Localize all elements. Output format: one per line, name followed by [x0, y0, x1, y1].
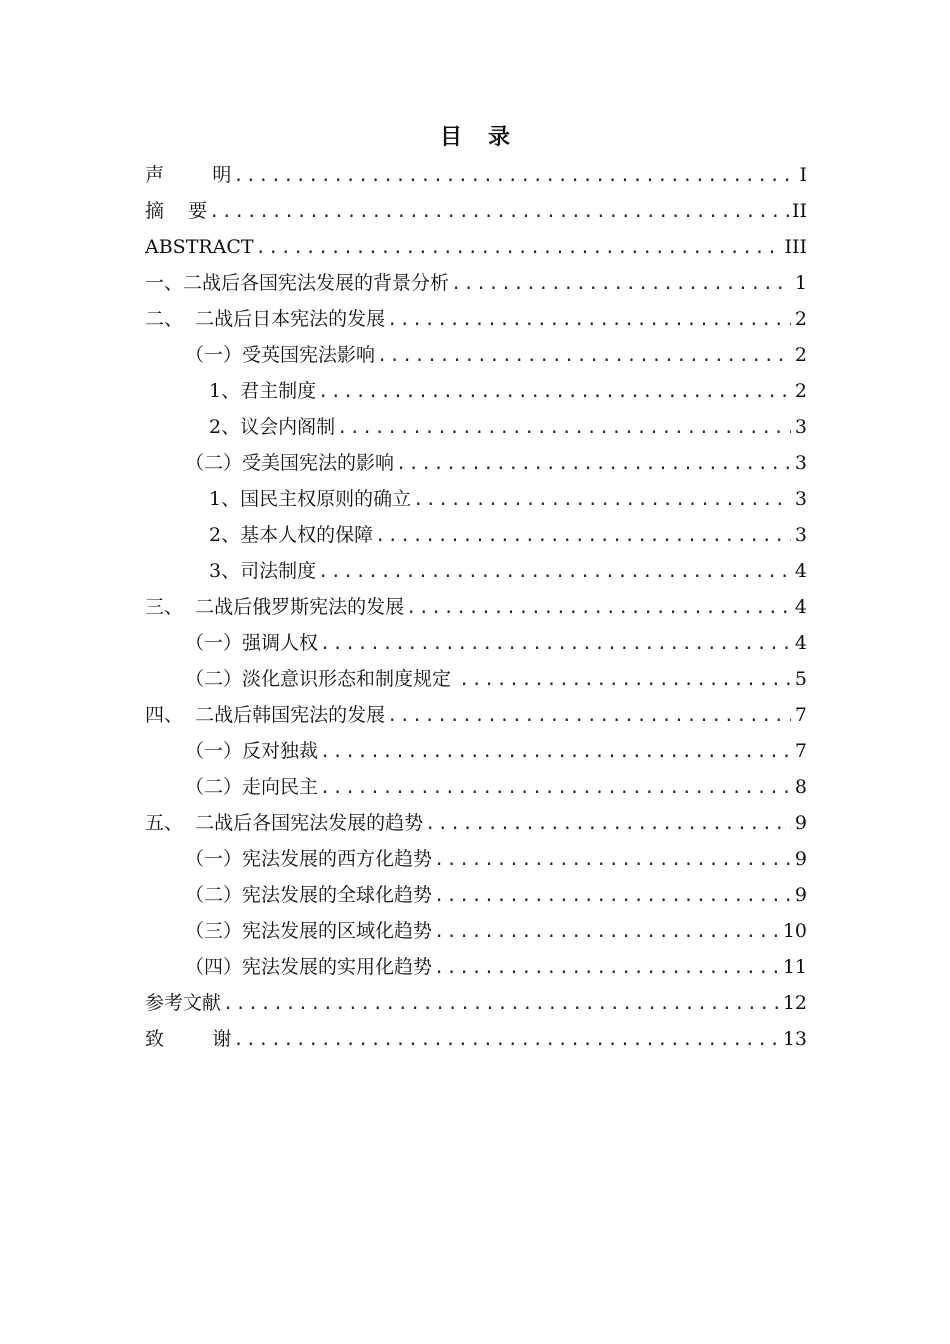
toc-entry[interactable] — [145, 229, 807, 265]
toc-leader-dots — [387, 302, 791, 338]
toc-entry[interactable] — [145, 157, 807, 193]
toc-leader-dots — [320, 734, 791, 770]
toc-entry-label: （二）淡化意识形态和制度规定 — [185, 668, 458, 690]
toc-entry[interactable] — [145, 877, 807, 913]
toc-entry-label: （一）反对独裁 — [185, 740, 319, 762]
toc-leader-dots — [233, 158, 791, 194]
toc-leader-dots — [233, 1022, 780, 1058]
toc-entry[interactable] — [145, 445, 807, 481]
toc-leader-dots — [320, 626, 791, 662]
toc-entry[interactable] — [145, 193, 807, 229]
toc-entry[interactable] — [145, 373, 807, 409]
toc-entry[interactable] — [145, 481, 807, 517]
toc-entry-page-number: 3 — [794, 416, 807, 438]
toc-title-char-1: 目 — [439, 125, 462, 150]
toc-leader-dots — [223, 986, 781, 1022]
toc-entry-page-number: 8 — [794, 776, 807, 798]
toc-entry-page-number: II — [791, 200, 807, 222]
toc-leader-dots — [377, 338, 791, 374]
toc-entry[interactable] — [145, 589, 807, 625]
toc-entry[interactable] — [145, 841, 807, 877]
toc-entry-label: 3、司法制度 — [209, 560, 317, 582]
toc-entry-label: 1、国民主权原则的确立 — [209, 488, 412, 510]
toc-entry[interactable] — [145, 337, 807, 373]
toc-entry-page-number: 2 — [794, 380, 807, 402]
toc-leader-dots — [209, 194, 790, 230]
toc-entry[interactable] — [145, 769, 807, 805]
toc-entry[interactable] — [145, 661, 807, 697]
toc-entry-label: ABSTRACT — [145, 236, 254, 258]
toc-entry-label: 1、君主制度 — [209, 380, 317, 402]
toc-entry-label: 二、 二战后日本宪法的发展 — [145, 308, 386, 330]
toc-entry[interactable] — [145, 409, 807, 445]
toc-entry-label: （四）宪法发展的实用化趋势 — [185, 956, 433, 978]
toc-entry-page-number: 1 — [794, 272, 807, 294]
toc-entry-label: （二）走向民主 — [185, 776, 319, 798]
toc-entry-label: 2、基本人权的保障 — [209, 524, 374, 546]
toc-leader-dots — [387, 698, 791, 734]
toc-leader-dots — [256, 230, 783, 266]
toc-entry-page-number: 11 — [782, 956, 807, 978]
toc-leader-dots — [396, 446, 791, 482]
toc-leader-dots — [318, 554, 791, 590]
toc-title — [0, 120, 950, 151]
toc-entry-label: （二）受美国宪法的影响 — [185, 452, 395, 474]
toc-entry[interactable] — [145, 517, 807, 553]
toc-entry-page-number: 4 — [794, 632, 807, 654]
toc-leader-dots — [459, 662, 791, 698]
toc-entry-page-number: 5 — [794, 668, 807, 690]
toc-entry-page-number: 10 — [782, 920, 807, 942]
toc-entry-label: （一）强调人权 — [185, 632, 319, 654]
toc-entry[interactable] — [145, 301, 807, 337]
toc-leader-dots — [318, 374, 791, 410]
toc-entry-label: 一、二战后各国宪法发展的背景分析 — [145, 272, 450, 294]
toc-entry-page-number: 2 — [794, 308, 807, 330]
toc-leader-dots — [451, 266, 791, 302]
toc-entry-label: 致 谢 — [145, 1028, 232, 1050]
toc-leader-dots — [434, 950, 781, 986]
toc-entry-page-number: III — [784, 236, 807, 258]
toc-entry-page-number: 9 — [794, 848, 807, 870]
toc-entry-label: （三）宪法发展的区域化趋势 — [185, 920, 433, 942]
toc-entry[interactable] — [145, 733, 807, 769]
toc-entry-page-number: 2 — [794, 344, 807, 366]
toc-entry-page-number: 3 — [794, 488, 807, 510]
toc-title-char-2: 录 — [488, 125, 511, 150]
toc-entry-page-number: 7 — [794, 740, 807, 762]
toc-leader-dots — [337, 410, 791, 446]
toc-entry-label: 参考文献 — [145, 992, 222, 1014]
toc-entry-page-number: 12 — [782, 992, 807, 1014]
toc-entry-label: 摘 要 — [145, 200, 208, 222]
toc-entry-page-number: 13 — [782, 1028, 807, 1050]
table-of-contents — [145, 157, 807, 1057]
toc-entry-page-number: 7 — [794, 704, 807, 726]
toc-entry[interactable] — [145, 805, 807, 841]
toc-entry-page-number: 4 — [794, 560, 807, 582]
toc-leader-dots — [413, 482, 791, 518]
toc-leader-dots — [434, 878, 791, 914]
toc-leader-dots — [434, 914, 781, 950]
toc-leader-dots — [375, 518, 791, 554]
toc-leader-dots — [320, 770, 791, 806]
toc-entry[interactable] — [145, 949, 807, 985]
toc-entry-label: （一）受英国宪法影响 — [185, 344, 376, 366]
toc-entry-page-number: 9 — [794, 884, 807, 906]
toc-entry-label: （一）宪法发展的西方化趋势 — [185, 848, 433, 870]
toc-entry-label: 2、议会内阁制 — [209, 416, 336, 438]
toc-entry-label: （二）宪法发展的全球化趋势 — [185, 884, 433, 906]
toc-entry[interactable] — [145, 265, 807, 301]
toc-entry-label: 声 明 — [145, 164, 232, 186]
toc-entry[interactable] — [145, 913, 807, 949]
toc-entry[interactable] — [145, 553, 807, 589]
toc-entry-page-number: 9 — [794, 812, 807, 834]
toc-entry-page-number: 4 — [794, 596, 807, 618]
toc-entry-label: 三、 二战后俄罗斯宪法的发展 — [145, 596, 405, 618]
toc-leader-dots — [406, 590, 791, 626]
toc-leader-dots — [425, 806, 791, 842]
toc-entry-page-number: I — [799, 164, 807, 186]
toc-entry-page-number: 3 — [794, 524, 807, 546]
toc-entry-label: 五、 二战后各国宪法发展的趋势 — [145, 812, 424, 834]
toc-entry-label: 四、 二战后韩国宪法的发展 — [145, 704, 386, 726]
toc-entry[interactable] — [145, 625, 807, 661]
toc-leader-dots — [434, 842, 791, 878]
toc-entry[interactable] — [145, 985, 807, 1021]
toc-entry-page-number: 3 — [794, 452, 807, 474]
toc-entry[interactable] — [145, 697, 807, 733]
toc-entry[interactable] — [145, 1021, 807, 1057]
